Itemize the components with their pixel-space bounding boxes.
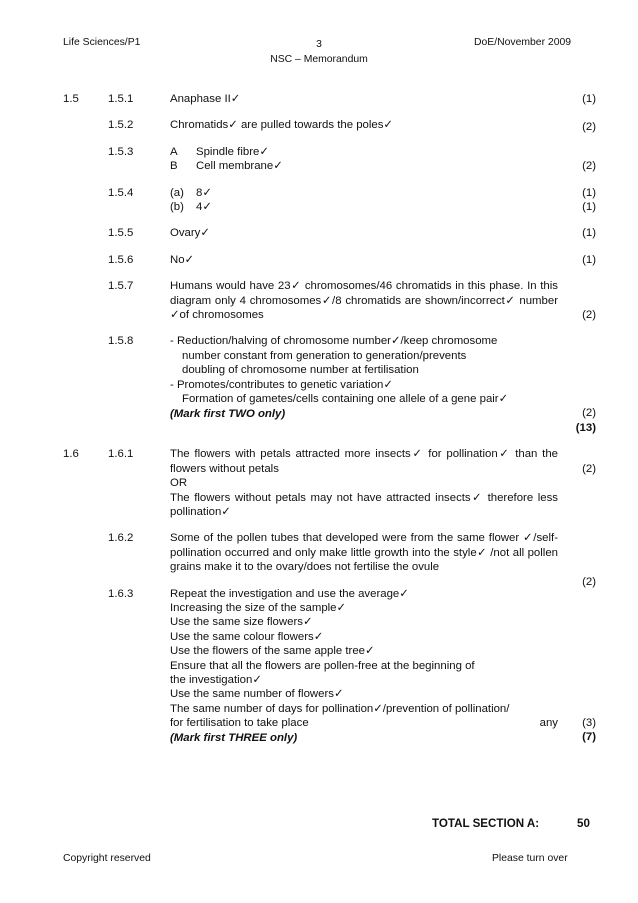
any-label: any — [539, 717, 558, 730]
answer-line: - Promotes/contributes to genetic variation✓ — [170, 378, 393, 391]
header-subtitle: NSC – Memorandum — [270, 54, 368, 65]
answer-a: A Spindle fibre✓ — [170, 145, 269, 158]
mark: (2) — [582, 575, 596, 588]
mark: (2) — [582, 160, 596, 173]
answer-1-5-2 — [0, 118, 638, 132]
question-number: 1.5.3 — [108, 145, 134, 158]
answer-text: The flowers with petals attracted more insects✓ for pollination✓ than the flowers without petals — [170, 448, 558, 475]
mark: (1) — [582, 253, 596, 266]
marking-note: (Mark first TWO only) — [170, 407, 286, 420]
footer-turn-over: Please turn over — [492, 853, 568, 864]
question-number: 1.6.1 — [108, 448, 134, 461]
footer-copyright: Copyright reserved — [63, 853, 151, 864]
subtotal: (13) — [575, 421, 596, 434]
answer-text: Anaphase II✓ — [170, 93, 241, 105]
question-number: 1.5.7 — [108, 280, 134, 293]
section-number: 1.6 — [63, 448, 79, 461]
header-date: DoE/November 2009 — [474, 37, 572, 48]
answer-b: B Cell membrane✓ — [170, 160, 283, 173]
answer-line: doubling of chromosome number at fertilisation — [182, 364, 419, 377]
answer-1-6-2 — [0, 531, 638, 588]
answer-a: (a) 8✓ — [170, 186, 212, 199]
total-label: TOTAL SECTION A: — [432, 817, 540, 830]
mark: (2) — [582, 309, 596, 322]
answer-line-last: for fertilisation to take place any — [170, 717, 558, 730]
mark: (1) — [582, 93, 596, 105]
answer-text: Some of the pollen tubes that developed were from the same flower ✓/self-pollination occurred and only make little growth into the style✓ /not all pollen grains make it to the ovary/does not fertilise the ovule — [170, 532, 558, 574]
or-separator: OR — [170, 477, 188, 490]
section-number: 1.5 — [63, 93, 79, 105]
answer-1-5-7 — [0, 279, 638, 322]
answer-1-5-5 — [0, 226, 638, 240]
answer-text: No✓ — [170, 253, 195, 266]
question-number: 1.5.5 — [108, 227, 134, 240]
header-page-number: 3 — [316, 39, 322, 50]
question-number: 1.5.2 — [108, 119, 134, 132]
question-number: 1.6.3 — [108, 587, 134, 600]
answer-line: Repeat the investigation and use the average✓ — [170, 587, 409, 600]
question-number: 1.5.6 — [108, 253, 134, 266]
question-number: 1.5.4 — [108, 186, 134, 199]
answer-1-5-4 — [0, 186, 638, 215]
answer-line: Use the same number of flowers✓ — [170, 688, 344, 701]
mark: (2) — [582, 121, 596, 134]
answer-1-5-6 — [0, 253, 638, 267]
answer-1-5-1 — [0, 92, 638, 106]
answer-line: Use the same size flowers✓ — [170, 616, 313, 629]
total-value: 50 — [577, 817, 590, 830]
answer-line: Use the same colour flowers✓ — [170, 630, 324, 643]
answer-list — [0, 92, 638, 745]
question-number: 1.5.8 — [108, 335, 134, 348]
question-number: 1.5.1 — [108, 93, 134, 105]
answer-1-5-3 — [0, 145, 638, 174]
question-number: 1.6.2 — [108, 532, 134, 545]
answer-1-6-1 — [0, 447, 638, 519]
mark: (2) — [582, 462, 596, 475]
marking-note: (Mark first THREE only) — [170, 731, 298, 744]
answer-1-6-3 — [0, 587, 638, 745]
header-subject: Life Sciences/P1 — [63, 37, 141, 48]
mark: (1) (1) — [582, 186, 596, 214]
answer-line: the investigation✓ — [170, 674, 262, 686]
answer-text: Chromatids✓ are pulled towards the poles✓ — [170, 119, 393, 132]
answer-1-5-8 — [0, 334, 638, 435]
mark: (3) (7) — [582, 717, 596, 744]
answer-text: Humans would have 23✓ chromosomes/46 chromatids in this phase. In this diagram only 4 chromosomes✓/8 chromatids are shown/incorrect✓ number ✓of chromosomes — [170, 280, 558, 322]
answer-line: number constant from generation to generation/prevents — [182, 349, 467, 362]
answer-line: Formation of gametes/cells containing one allele of a gene pair✓ — [182, 393, 509, 406]
answer-line: The same number of days for pollination✓/prevention of pollination/ — [170, 702, 510, 715]
answer-text: Ovary✓ — [170, 227, 210, 240]
answer-text-alternative: The flowers without petals may not have attracted insects✓ therefore less pollination✓ — [170, 491, 558, 518]
answer-line: - Reduction/halving of chromosome number✓/keep chromosome — [170, 335, 498, 348]
answer-line: Use the flowers of the same apple tree✓ — [170, 645, 375, 658]
mark: (2) (13) — [575, 407, 596, 434]
answer-line: Ensure that all the flowers are pollen-free at the beginning of — [170, 659, 475, 672]
mark: (1) — [582, 227, 596, 240]
answer-b: (b) 4✓ — [170, 201, 212, 214]
subtotal: (7) — [582, 731, 596, 744]
answer-line: Increasing the size of the sample✓ — [170, 601, 347, 614]
